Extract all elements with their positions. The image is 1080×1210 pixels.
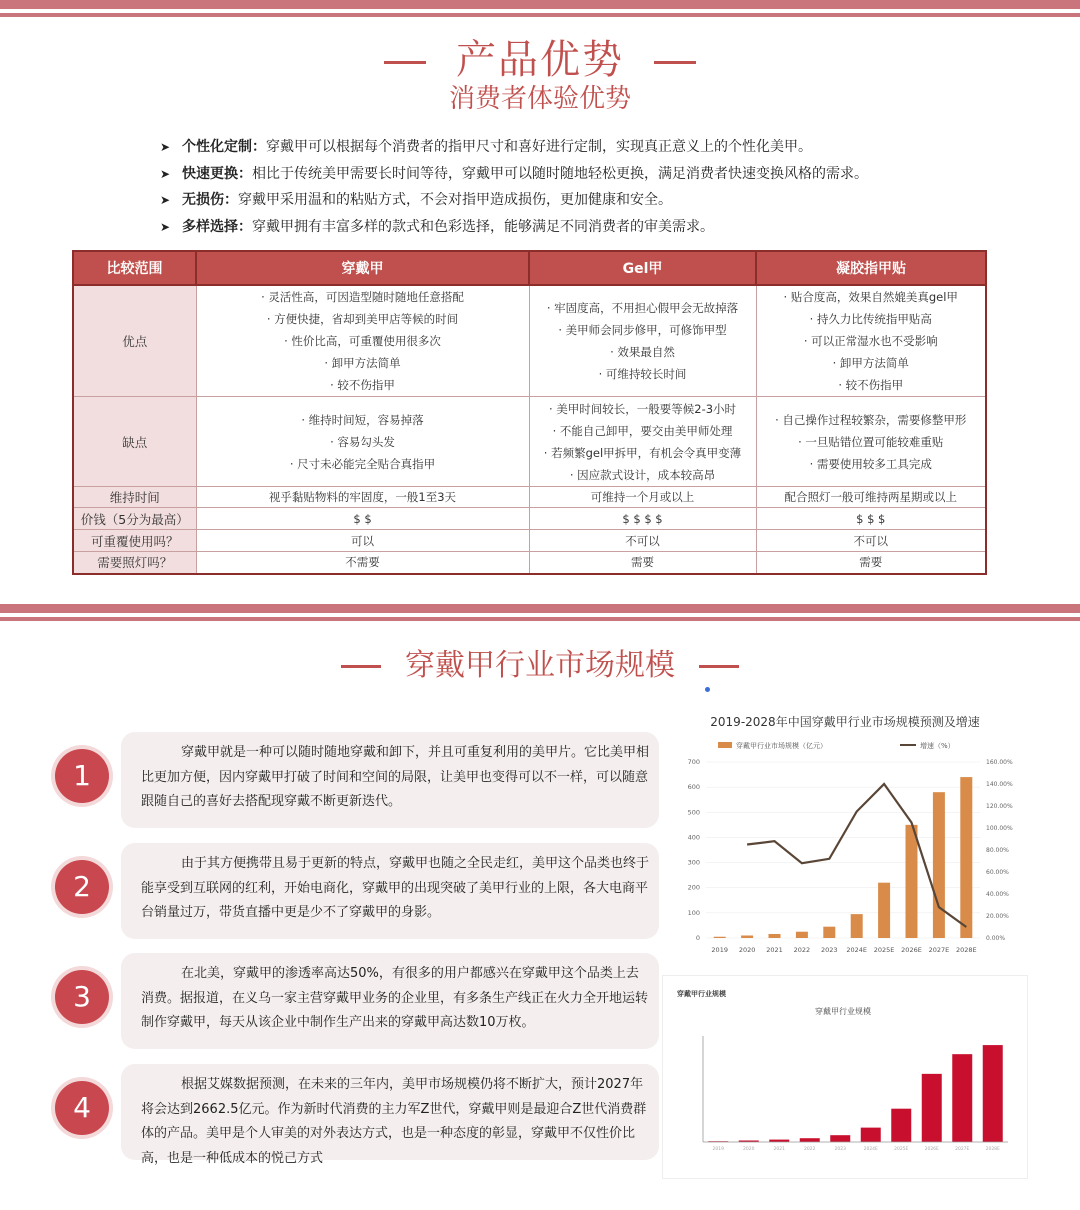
top-band xyxy=(0,0,1080,9)
list-item xyxy=(55,732,660,828)
y-tick-label: 600 xyxy=(687,783,700,792)
table-cell: $ $ xyxy=(196,508,529,530)
row-label: 优点 xyxy=(73,285,196,397)
table-cell: · 灵活性高，可因造型随时随地任意搭配 · 方便快捷，省却到美甲店等候的时间 · 性价比高，可重覆使用很多次 · 卸甲方法简单 · 较不伤指甲 xyxy=(196,285,529,397)
bar xyxy=(878,883,890,938)
arrow-icon: ➤ xyxy=(160,166,171,181)
mid-band xyxy=(0,604,1080,613)
list-item: ➤ 多样选择：穿戴甲拥有丰富多样的款式和色彩选择，能够满足不同消费者的审美需求。 xyxy=(160,214,980,241)
table-header-row xyxy=(73,251,986,285)
x-tick-label: 2023 xyxy=(834,1147,846,1152)
text-box: 由于其方便携带且易于更新的特点，穿戴甲也随之全民走红，美甲这个品类也终于能享受到互联网的红利，开始电商化，穿戴甲的出现突破了美甲行业的上限，各大电商平台销量过万，带货直播中更是少不了穿戴甲的身影。 xyxy=(121,843,659,939)
y2-tick-label: 40.00% xyxy=(986,891,1009,898)
table-cell: 需要 xyxy=(756,552,986,574)
table-row xyxy=(73,397,986,487)
table-row xyxy=(73,285,986,397)
table-row xyxy=(73,552,986,574)
arrow-icon: ➤ xyxy=(160,219,171,234)
bar xyxy=(906,825,918,938)
x-tick-label: 2022 xyxy=(793,946,811,954)
x-tick-label: 2025E xyxy=(873,946,895,954)
list-item: ➤ 无损伤：穿戴甲采用温和的粘贴方式，不会对指甲造成损伤，更加健康和安全。 xyxy=(160,187,980,214)
x-tick-label: 2026E xyxy=(901,946,922,954)
table-cell: 需要 xyxy=(529,552,756,574)
x-tick-label: 2028E xyxy=(985,1147,1000,1152)
y2-tick-label: 140.00% xyxy=(986,781,1013,788)
x-tick-label: 2025E xyxy=(894,1147,909,1152)
table-cell: · 牢固度高，不用担心假甲会无故掉落 · 美甲师会同步修甲，可修饰甲型 · 效果最自然 · 可维持较长时间 xyxy=(529,285,756,397)
bar xyxy=(891,1109,911,1142)
x-tick-label: 2019 xyxy=(712,1147,724,1152)
mid-band-thin xyxy=(0,617,1080,621)
table-cell: 可以 xyxy=(196,530,529,552)
table-cell: 视乎黏贴物料的牢固度，一般1至3天 xyxy=(196,487,529,508)
number-badge: 1 xyxy=(55,749,109,803)
chart-title: 2019-2028年中国穿戴甲行业市场规模预测及增速 xyxy=(710,715,980,729)
row-label: 价钱（5分为最高） xyxy=(73,508,196,530)
bar xyxy=(769,934,781,938)
bar xyxy=(983,1045,1003,1142)
bar xyxy=(796,932,808,938)
advantage-list xyxy=(160,134,980,240)
table-cell: · 维持时间短，容易掉落 · 容易勾头发 · 尺寸未必能完全贴合真指甲 xyxy=(196,397,529,487)
list-item xyxy=(55,843,660,939)
section1-title: 产品优势 xyxy=(0,28,1080,85)
table-row xyxy=(73,530,986,552)
table-cell: 不需要 xyxy=(196,552,529,574)
list-item: ➤ 快速更换：相比于传统美甲需要长时间等待，穿戴甲可以随时随地轻松更换，满足消费者快速变换风格的需求。 xyxy=(160,161,980,188)
bar xyxy=(933,792,945,938)
table-cell: $ $ $ xyxy=(756,508,986,530)
bar xyxy=(861,1128,881,1142)
number-badge: 3 xyxy=(55,970,109,1024)
x-tick-label: 2019 xyxy=(711,946,728,954)
y-tick-label: 700 xyxy=(687,758,700,766)
list-item xyxy=(55,953,660,1049)
table-cell: 配合照灯一般可维持两星期或以上 xyxy=(756,487,986,508)
bar xyxy=(823,927,835,938)
row-label: 维持时间 xyxy=(73,487,196,508)
bar xyxy=(830,1135,850,1142)
x-tick-label: 2026E xyxy=(924,1147,939,1152)
row-label: 可重覆使用吗？ xyxy=(73,530,196,552)
table-cell: $ $ $ $ xyxy=(529,508,756,530)
x-tick-label: 2022 xyxy=(804,1147,816,1152)
row-label: 需要照灯吗？ xyxy=(73,552,196,574)
table-row xyxy=(73,487,986,508)
x-tick-label: 2027E xyxy=(928,946,950,954)
chart-header: 穿戴甲行业规模 xyxy=(677,990,726,998)
industry-scale-chart xyxy=(662,975,1028,1179)
table-header-cell: 比较范围 xyxy=(73,251,196,285)
text-box: 在北美，穿戴甲的渗透率高达50%，有很多的用户都感兴在穿戴甲这个品类上去消费。据报道，在义乌一家主营穿戴甲业务的企业里，有多条生产线正在火力全开地运转制作穿戴甲，每天从该企业中制作生产出来的穿戴甲高达数10万枚。 xyxy=(121,953,659,1049)
text-box: 根据艾媒数据预测，在未来的三年内，美甲市场规模仍将不断扩大，预计2027年将会达到2662.5亿元。作为新时代消费的主力军Z世代，穿戴甲则是最迎合Z世代消费群体的产品。美甲是个人审美的对外表达方式，也是一种态度的彰显，穿戴甲不仅性价比高，也是一种低成本的悦己方式 xyxy=(121,1064,659,1160)
table-cell: · 自己操作过程较繁杂，需要修整甲形 · 一旦贴错位置可能较难重贴 · 需要使用较多工具完成 xyxy=(756,397,986,487)
y2-tick-label: 60.00% xyxy=(986,869,1009,876)
legend-bar-label: 穿戴甲行业市场规模（亿元） xyxy=(736,742,827,750)
top-band-thin xyxy=(0,13,1080,17)
legend-bar-swatch xyxy=(718,742,732,748)
list-item: ➤ 个性化定制：穿戴甲可以根据每个消费者的指甲尺寸和喜好进行定制，实现真正意义上的个性化美甲。 xyxy=(160,134,980,161)
legend-line-label: 增速（%） xyxy=(920,742,955,750)
table-cell: · 美甲时间较长，一般要等候2-3小时 · 不能自己卸甲，要交由美甲师处理 · 若频繁gel甲拆甲，有机会令真甲变薄 · 因应款式设计，成本较高昂 xyxy=(529,397,756,487)
market-size-chart xyxy=(662,706,1028,972)
x-tick-label: 2027E xyxy=(955,1147,970,1152)
table-cell: 不可以 xyxy=(529,530,756,552)
bar xyxy=(922,1074,942,1142)
x-tick-label: 2024E xyxy=(863,1147,878,1152)
y2-tick-label: 0.00% xyxy=(986,935,1006,942)
number-badge: 4 xyxy=(55,1081,109,1135)
bar xyxy=(714,937,726,938)
table-header-cell: 穿戴甲 xyxy=(196,251,529,285)
y-tick-label: 500 xyxy=(687,808,700,817)
comparison-table xyxy=(72,250,987,575)
y2-tick-label: 80.00% xyxy=(986,847,1009,854)
y-tick-label: 0 xyxy=(695,934,700,942)
bar xyxy=(960,777,972,938)
bar xyxy=(741,935,753,938)
blue-dot xyxy=(705,687,710,692)
table-cell: 可维持一个月或以上 xyxy=(529,487,756,508)
x-tick-label: 2023 xyxy=(821,946,838,954)
y2-tick-label: 100.00% xyxy=(986,825,1013,832)
section1-subtitle: 消费者体验优势 xyxy=(448,84,631,114)
table-row xyxy=(73,508,986,530)
section2-title: 穿戴甲行业市场规模 xyxy=(0,640,1080,684)
table-cell: · 贴合度高，效果自然媲美真gel甲 · 持久力比传统指甲贴高 · 可以正常湿水也不受影响 · 卸甲方法简单 · 较不伤指甲 xyxy=(756,285,986,397)
table-cell: 不可以 xyxy=(756,530,986,552)
arrow-icon: ➤ xyxy=(160,140,171,154)
x-tick-label: 2024E xyxy=(846,946,868,954)
arrow-icon: ➤ xyxy=(160,193,171,207)
chart-title: 穿戴甲行业规模 xyxy=(815,1007,871,1016)
number-badge: 2 xyxy=(55,860,109,914)
table-header-cell: Gel甲 xyxy=(529,251,756,285)
y-tick-label: 200 xyxy=(687,883,700,892)
y2-tick-label: 120.00% xyxy=(986,803,1013,810)
y-tick-label: 300 xyxy=(687,858,700,867)
row-label: 缺点 xyxy=(73,397,196,487)
x-tick-label: 2021 xyxy=(773,1147,785,1152)
bar xyxy=(952,1054,972,1142)
market-size-chart-svg xyxy=(662,706,1028,972)
y2-tick-label: 160.00% xyxy=(986,759,1013,766)
y2-tick-label: 20.00% xyxy=(986,913,1009,920)
bar xyxy=(851,914,863,938)
industry-scale-chart-svg xyxy=(663,976,1027,1178)
text-box: 穿戴甲就是一种可以随时随地穿戴和卸下，并且可重复利用的美甲片。它比美甲相比更加方便，因内穿戴甲打破了时间和空间的局限，让美甲也变得可以不一样，可以随意跟随自己的喜好去搭配现穿戴不断更新迭代。 xyxy=(121,732,659,828)
x-tick-label: 2021 xyxy=(766,946,783,954)
x-tick-label: 2020 xyxy=(743,1147,755,1152)
list-item xyxy=(55,1064,660,1166)
y-tick-label: 400 xyxy=(687,833,700,842)
x-tick-label: 2028E xyxy=(955,946,977,954)
bar xyxy=(800,1138,820,1142)
y-tick-label: 100 xyxy=(687,908,700,917)
x-tick-label: 2020 xyxy=(738,946,756,954)
table-header-cell: 凝胶指甲贴 xyxy=(756,251,986,285)
